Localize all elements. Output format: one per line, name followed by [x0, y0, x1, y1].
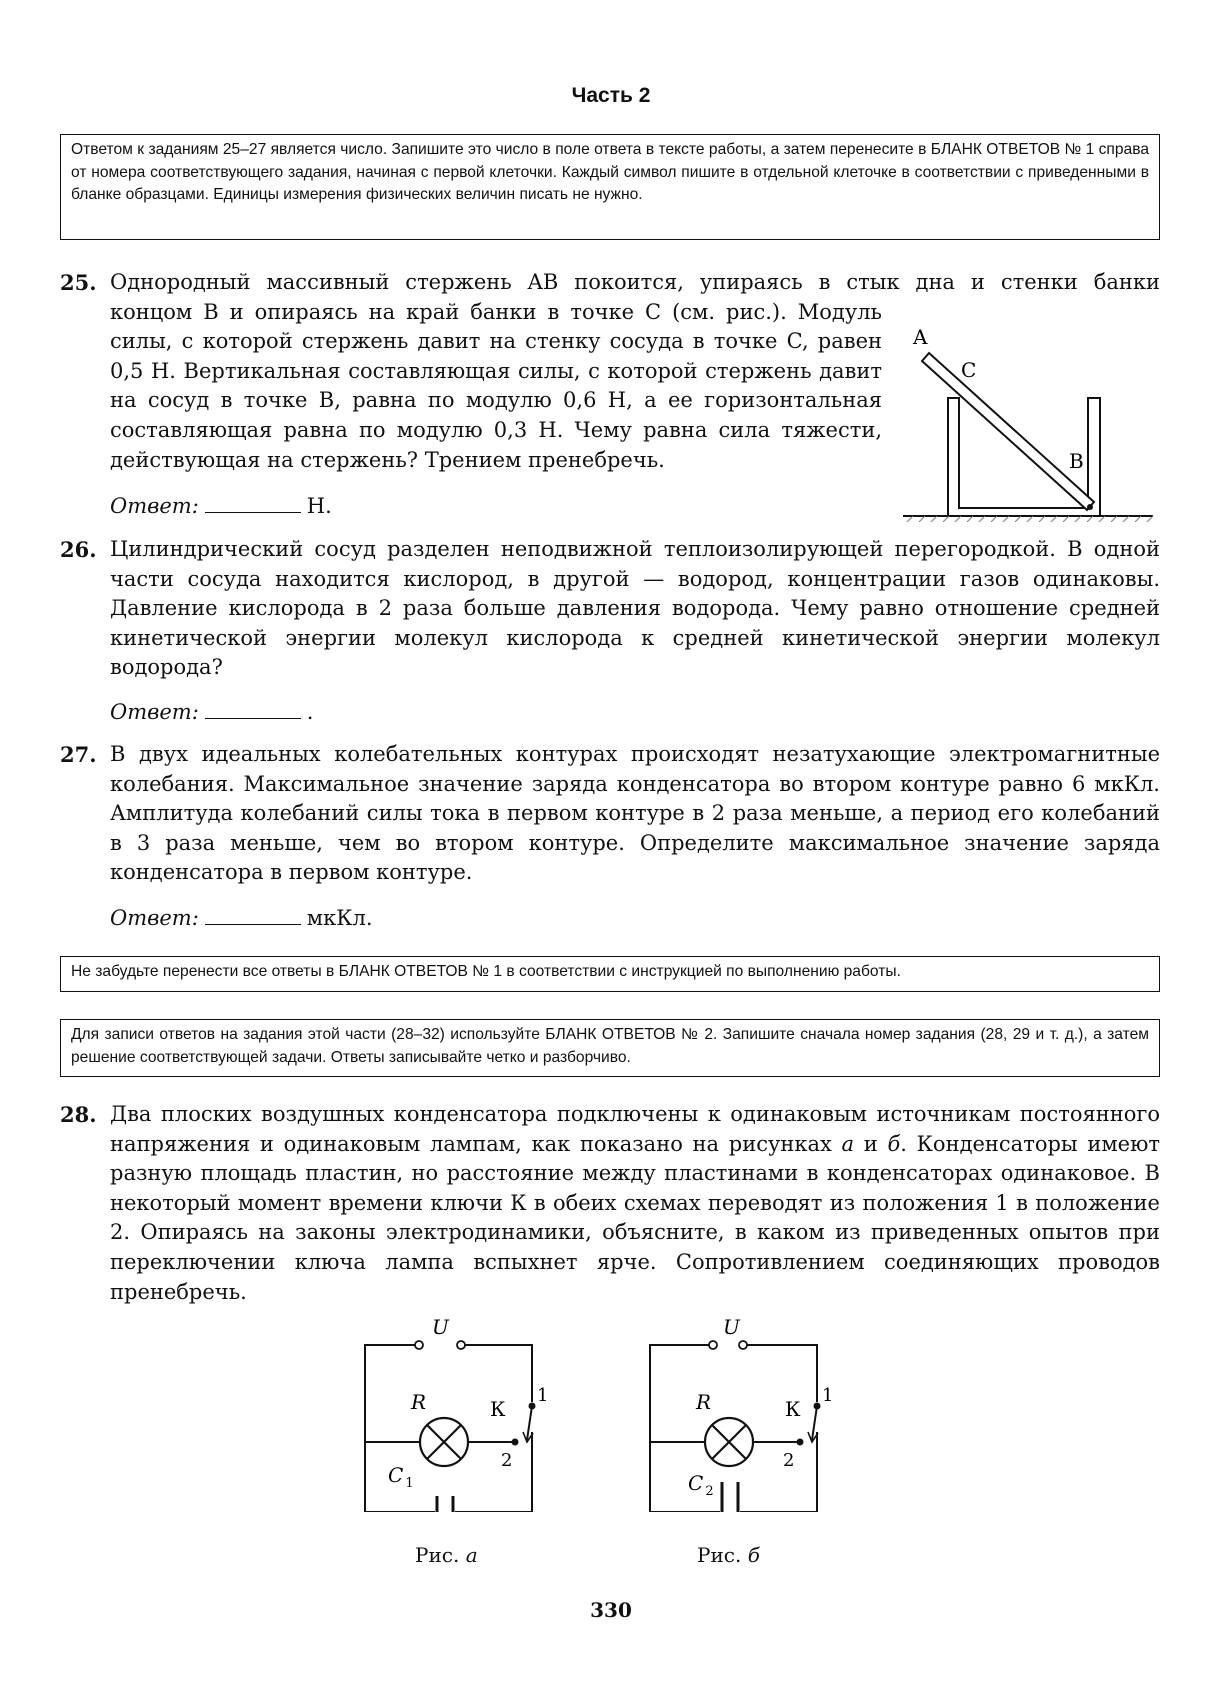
- terminal-right: [457, 1341, 465, 1349]
- answer-blank[interactable]: [205, 906, 301, 925]
- task-27-text: В двух идеальных колебательных контурах происходят незатухающие электромагнитные колебания. Максимальное значение заряда конденсатора во втором контуре равно 6 мкКл. Амплитуда колебаний силы тока в первом контуре в 2 раза меньше, а период его колебаний в 3 раза меньше, чем во втором контуре. Определите максимальное значение заряда конденсатора в первом контуре.: [110, 742, 1160, 885]
- instruction-text-1: Ответом к заданиям 25–27 является число. Запишите это число в поле ответа в тексте работы, а затем перенесите в БЛАНК ОТВЕТОВ № 1 справа от номера соответствующего задания, начиная с первой клеточки. Каждый символ пишите в отдельной клеточке в соответствии с приведенными в бланке образцами. Единицы измерения физических величин писать не нужно.: [71, 141, 1149, 204]
- label-pos1: 1: [537, 1385, 549, 1406]
- terminal-right: [739, 1341, 747, 1349]
- answer-blank[interactable]: [205, 494, 301, 513]
- answer-unit: Н.: [306, 494, 332, 518]
- answer-label: Ответ:: [110, 700, 199, 724]
- answer-unit: мкКл.: [306, 906, 373, 930]
- answer-unit: .: [306, 700, 314, 724]
- task-number: 28.: [60, 1102, 97, 1127]
- label-r: R: [696, 1390, 712, 1414]
- circuit-a: [355, 1312, 555, 1512]
- task-number: 26.: [60, 537, 97, 562]
- contact-2: [512, 1439, 519, 1446]
- terminal-left: [709, 1341, 717, 1349]
- reminder-box: [60, 956, 1160, 992]
- label-pos1: 1: [822, 1385, 834, 1406]
- label-c: C $_2$: [688, 1471, 714, 1499]
- label-r: R: [411, 1390, 427, 1414]
- part-title: Часть 2: [571, 84, 651, 107]
- caption-b: Рис. б: [697, 1543, 760, 1567]
- wire-top-right: [747, 1345, 817, 1402]
- label-u: U: [432, 1315, 449, 1339]
- label-u: U: [723, 1315, 740, 1339]
- point-b-dot: [1087, 504, 1093, 510]
- instruction-box-2: [60, 1019, 1160, 1077]
- task-26: [60, 535, 1160, 683]
- terminal-left: [415, 1341, 423, 1349]
- task-26-answer: [110, 700, 313, 724]
- label-c: C $_1$: [388, 1463, 414, 1491]
- task-25-text: концом B и опираясь на край банки в точке C (см. рис.). Модуль силы, с которой стержень давит на стенку сосуда в точке C, равен 0,5 Н. Вертикальная составляющая силы, с которой стержень давит на сосуд в точке B, равна по модулю 0,6 Н, а ее горизонтальная составляющая равна по модулю 0,3 Н. Чему равна сила тяжести, действующая на стержень? Трением пренебречь.: [110, 299, 882, 472]
- label-a: A: [913, 325, 928, 349]
- task-number: 25.: [60, 270, 97, 295]
- task-25-answer: [110, 494, 332, 518]
- label-k: К: [490, 1397, 506, 1421]
- task-25-line1: Однородный массивный стержень AB покоится, упираясь в стык дна и стенки банки: [110, 270, 1160, 294]
- capacitor-icon: [722, 1482, 738, 1512]
- answer-blank[interactable]: [205, 700, 301, 719]
- task-28-text: Два плоских воздушных конденсатора подключены к одинаковым источникам постоянного напряжения и одинаковым лампам, как показано на рисунках а и б. Конденсаторы имеют разную площадь пластин, но расстояние между пластинами в конденсаторах одинаковое. В некоторый момент времени ключи К в обеих схемах переводят из положения 1 в положение 2. Опираясь на законы электродинамики, объясните, в каком из приведенных опытов при переключении ключа лампа вспыхнет ярче. Сопротивлением соединяющих проводов пренебречь.: [110, 1102, 1160, 1304]
- instruction-text-2: Для записи ответов на задания этой части (28–32) используйте БЛАНК ОТВЕТОВ № 2. Запишите сначала номер задания (28, 29 и т. д.), а затем решение соответствующей задачи. Ответы записывайте четко и разборчиво.: [71, 1026, 1149, 1066]
- fig-a-ref: а: [841, 1131, 855, 1156]
- page-number: 330: [590, 1598, 632, 1622]
- lamp-icon: [420, 1418, 468, 1466]
- label-pos2: 2: [783, 1450, 795, 1471]
- task-number: 27.: [60, 742, 97, 767]
- capacitor-icon: [437, 1496, 453, 1512]
- answer-label: Ответ:: [110, 906, 199, 930]
- task-27-answer: [110, 906, 373, 930]
- label-k: К: [785, 1397, 801, 1421]
- wire-top-right: [465, 1345, 532, 1402]
- contact-2: [797, 1439, 804, 1446]
- task-27: [60, 740, 1160, 888]
- reminder-text: Не забудьте перенести все ответы в БЛАНК ОТВЕТОВ № 1 в соответствии с инструкцией по выполнению работы.: [71, 963, 901, 980]
- lamp-icon: [705, 1418, 753, 1466]
- task-26-text: Цилиндрический сосуд разделен неподвижной теплоизолирующей перегородкой. В одной части сосуда находится кислород, в другой — водород, концентрации газов одинаковы. Давление кислорода в 2 раза больше давления водорода. Чему равно отношение средней кинетической энергии молекул кислорода к средней кинетической энергии молекул водорода?: [110, 537, 1160, 680]
- fig-b-ref: б: [887, 1131, 901, 1156]
- jar-left-wall: [948, 398, 1088, 516]
- rod-in-jar-figure: [895, 322, 1155, 522]
- caption-a: Рис. а: [415, 1543, 478, 1567]
- label-c: C: [961, 358, 977, 382]
- instruction-box-1: [60, 134, 1160, 240]
- answer-label: Ответ:: [110, 494, 199, 518]
- task-28: [60, 1100, 1160, 1307]
- label-b: B: [1069, 449, 1084, 473]
- circuit-b: [640, 1312, 840, 1512]
- label-pos2: 2: [501, 1450, 513, 1471]
